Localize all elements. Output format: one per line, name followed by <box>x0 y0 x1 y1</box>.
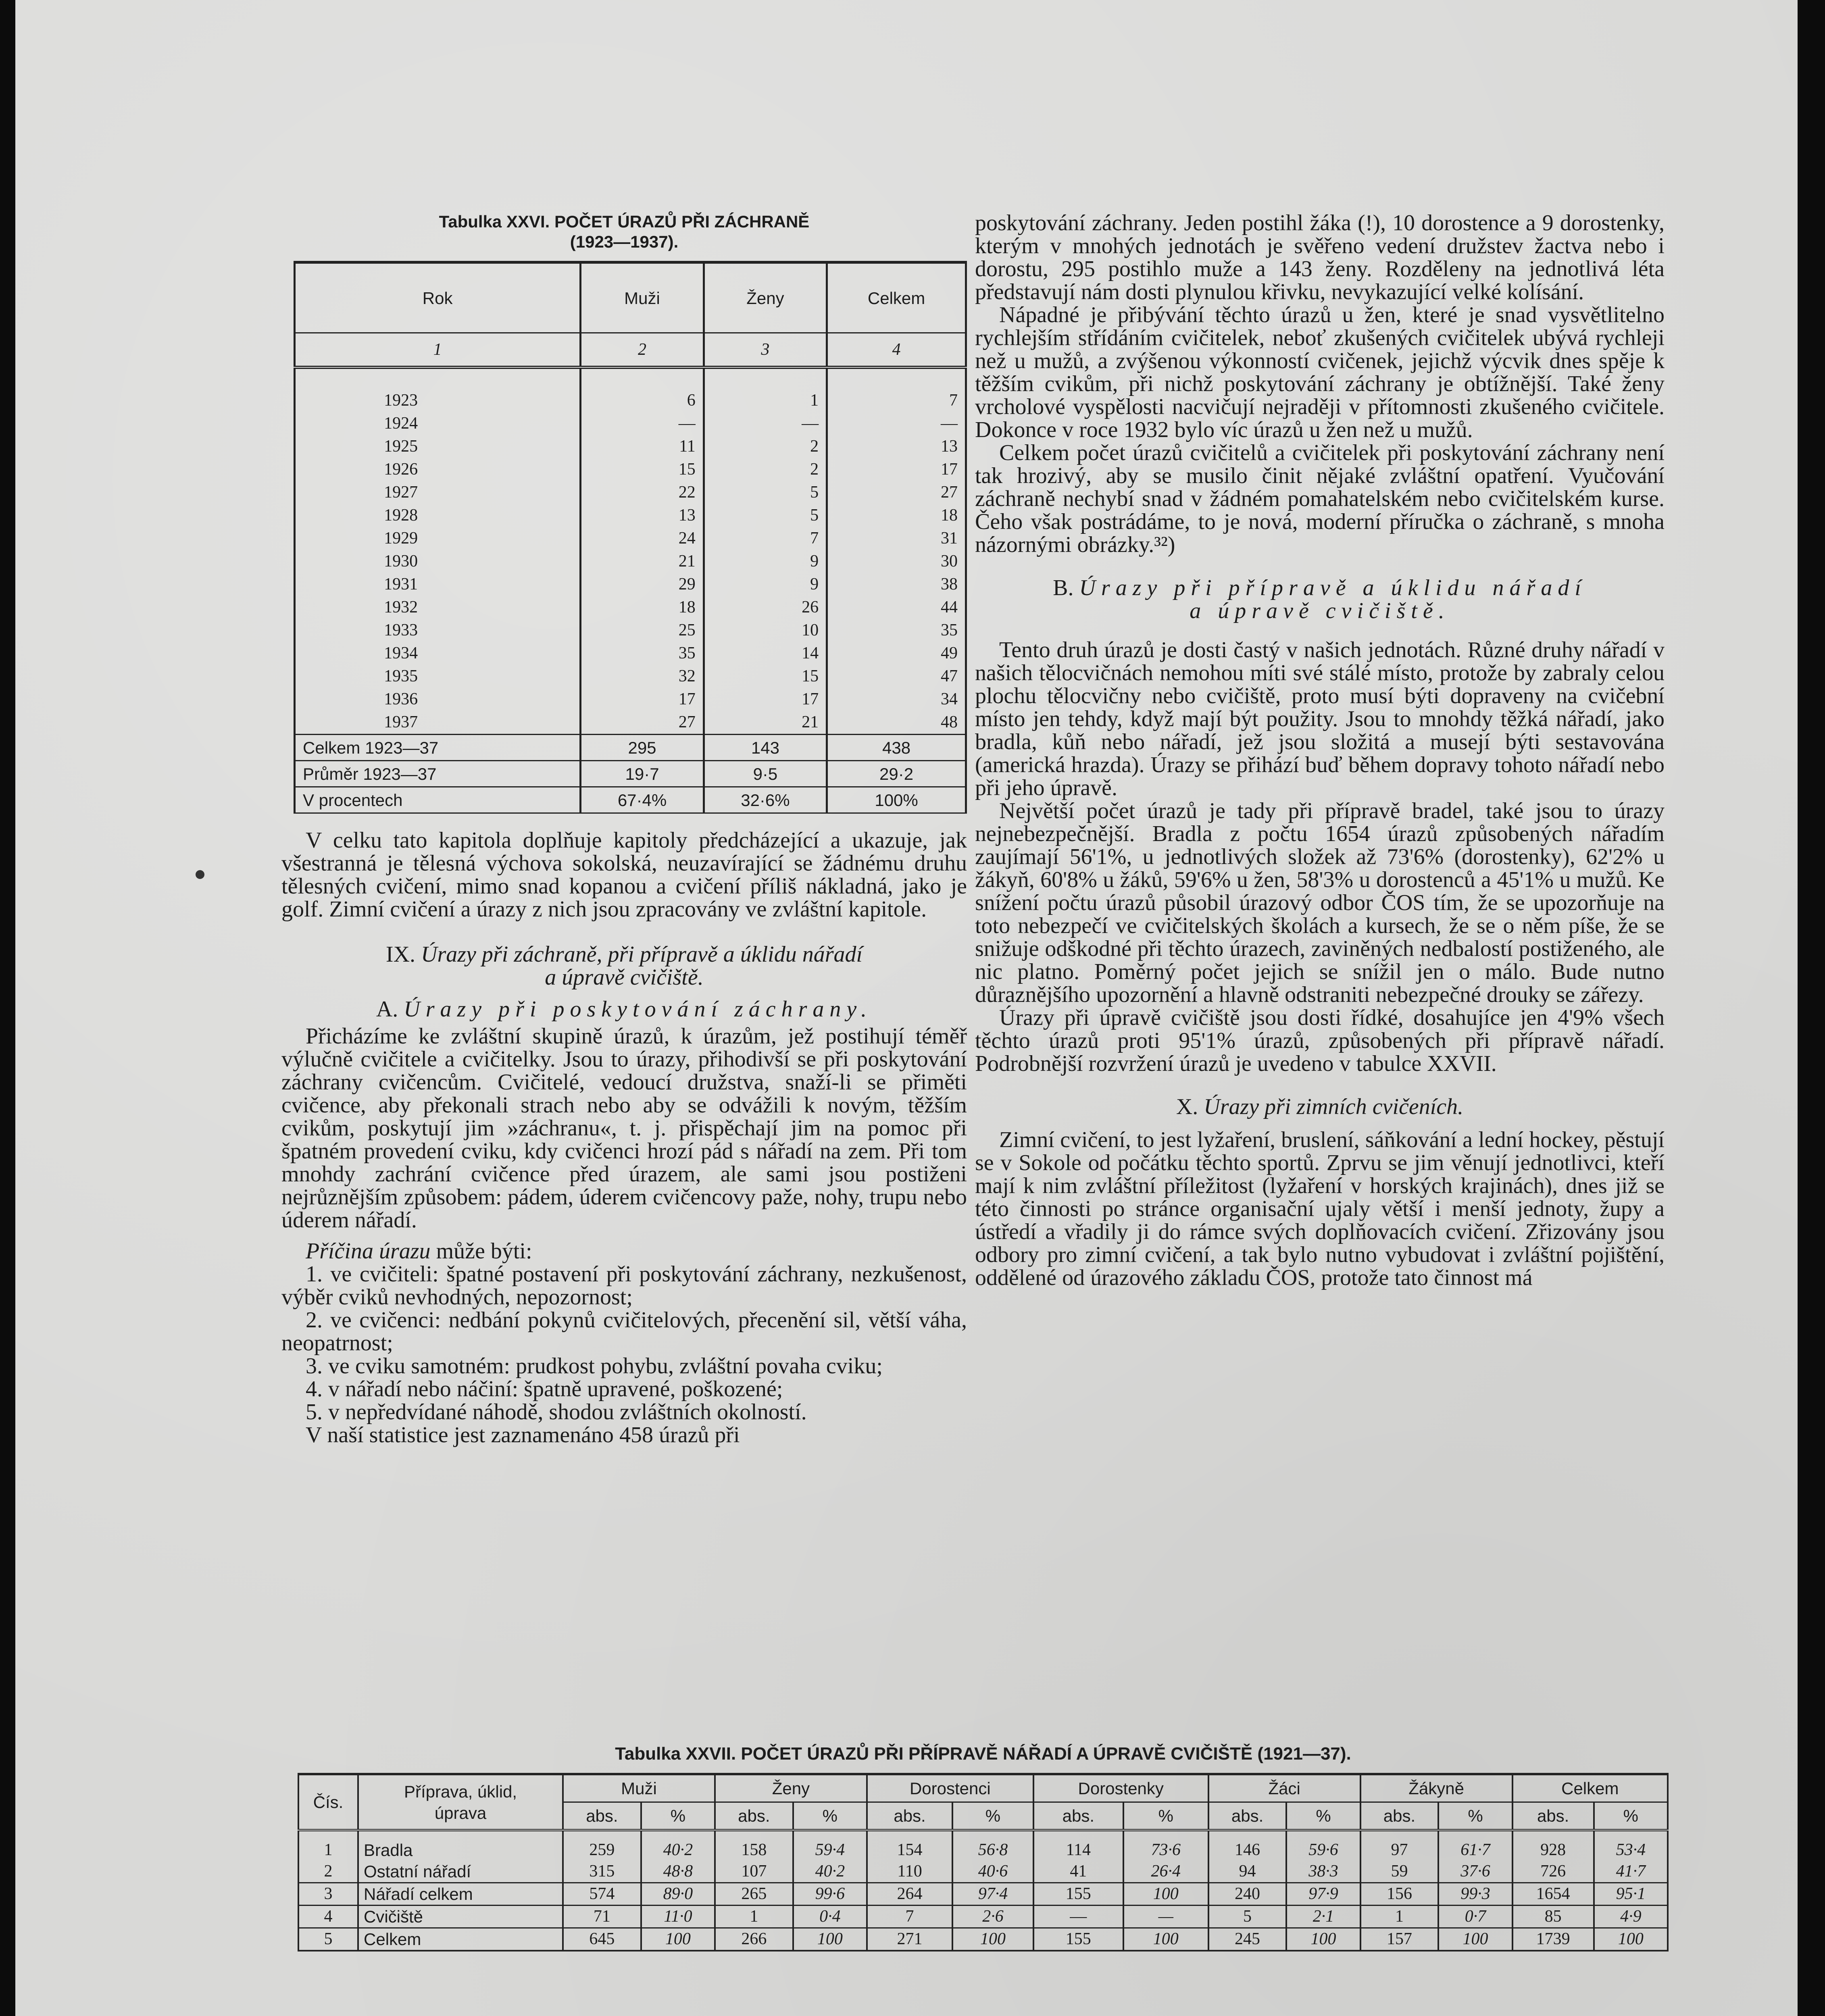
t27-subheader-pct: % <box>641 1802 715 1831</box>
t27-pct-cell: 26·4 <box>1123 1861 1208 1883</box>
t27-row <box>298 1861 1668 1883</box>
t27-pct-cell: 100 <box>1594 1928 1668 1951</box>
t26-value-cell: — <box>581 412 704 435</box>
t27-abs-cell: 315 <box>563 1861 641 1883</box>
t26-summary-row <box>295 735 966 761</box>
cause-rest: může býti: <box>430 1239 532 1264</box>
t26-year-row <box>295 711 966 735</box>
t26-value-cell: 38 <box>827 573 966 596</box>
t27-subheader-pct: % <box>1594 1802 1668 1831</box>
t26-year-cell: 1934 <box>295 642 581 665</box>
t26-value-cell: 15 <box>581 458 704 481</box>
t26-year-row <box>295 573 966 596</box>
t27-row-label: Ostatní nářadí <box>358 1861 563 1883</box>
t26-value-cell: 17 <box>704 688 827 711</box>
t26-year-row <box>295 412 966 435</box>
t27-abs-cell: 266 <box>715 1928 793 1951</box>
section-9-number: IX. <box>385 942 416 967</box>
t27-pct-cell: 97·9 <box>1286 1883 1360 1906</box>
t26-year-row <box>295 481 966 504</box>
t27-spacer-cell <box>1286 1830 1360 1839</box>
t26-value-cell: 27 <box>581 711 704 735</box>
table-26-caption-line2: (1923—1937). <box>570 232 679 251</box>
t26-value-cell: 17 <box>581 688 704 711</box>
t26-value-cell: 1 <box>704 367 827 412</box>
t26-year-row <box>295 458 966 481</box>
t26-year-row <box>295 688 966 711</box>
list-item-2: 2. ve cvičenci: nedbání pokynů cvičitelových, přecenění sil, větší váha, neopatrnost; <box>281 1308 967 1356</box>
t27-spacer-cell <box>1594 1830 1668 1839</box>
right-paragraph-5: Největší počet úrazů je tady při přípravě bradel, také jsou to úrazy nejnebezpečnější. Bradla z počtu 1654 úrazů způsobených nářadím zaujímají 56'1%, u jednotlivých složek až 73'6% (dorostenky), 62'2% u žákyň, 60'8% u žáků, 59'6% u žen, 58'3% u dorostenců a 45'1% u mužů. Ke snížení počtu úrazů působil úrazový odbor ČOS tím, že se upozorňuje na toto nebezpečí ve cvičitelských školách a kursech, že se o něm píše, že se snižuje odškodné při těchto úrazech, zaviněných nedbalostí postiženého, ale nic platno. Poměrný počet jejich se snížil jen o málo. Bude nutno důraznějšího upozornění a hlavně odstraniti nebezpečné drouky se zářezy. <box>975 798 1665 1007</box>
t26-summary-value: 19·7 <box>581 761 704 787</box>
subsection-b-heading <box>975 577 1665 623</box>
t26-value-cell: 9 <box>704 573 827 596</box>
t27-pct-cell: 59·6 <box>1286 1839 1360 1861</box>
subsection-b-title-line2: a úpravě cvičiště. <box>1190 598 1450 623</box>
section-10-title: Úrazy při zimních cvičeních. <box>1204 1094 1464 1119</box>
t27-subheader-abs: abs. <box>1033 1802 1123 1831</box>
t26-year-row <box>295 367 966 412</box>
t27-abs-cell: 271 <box>867 1928 952 1951</box>
t27-row <box>298 1883 1668 1906</box>
right-paragraph-7: Zimní cvičení, to jest lyžaření, bruslení, sáňkování a lední hockey, pěstují se v Sokole od počátku těchto sportů. Zprvu se jim věnují jednotlivci, kteří mají k nim zvláštní příležitost (lyžaření v horských krajinách), dnes již se této činnosti po stránce organisační ujaly větší i menší jednoty, župy a ústředí a vřadily ji do rámce svých doplňovacích cvičení. Zřizovány jsou odbory pro zimní cvičení, a tak bylo nutno vybudovat i zvláštní pojištění, oddělené od úrazového základu ČOS, protože tato činnost má <box>975 1127 1665 1290</box>
t27-pct-cell: 100 <box>1286 1928 1360 1951</box>
t26-summary-value: 67·4% <box>581 787 704 813</box>
t27-pct-cell: 100 <box>1438 1928 1512 1951</box>
t27-pct-cell: 2·6 <box>952 1906 1033 1928</box>
t27-abs-cell: 146 <box>1208 1839 1287 1861</box>
t27-pct-cell: 2·1 <box>1286 1906 1360 1928</box>
t26-summary-row <box>295 761 966 787</box>
t27-pct-cell: 95·1 <box>1594 1883 1668 1906</box>
t26-value-cell: 2 <box>704 435 827 458</box>
table-26-caption <box>281 212 967 252</box>
t27-abs-cell: 1 <box>1360 1906 1439 1928</box>
right-paragraph-1: poskytování záchrany. Jeden postihl žáka (!), 10 dorostence a 9 dorostenky, kterým v mnohých jednotách je svěřeno vedení družstev žactva nebo i dorostu, 295 postihlo muže a 143 ženy. Rozděleny na jednotlivá léta představují nám dosti plynulou křivku, nevykazující velké kolísání. <box>975 210 1665 304</box>
subsection-a-letter: A. <box>376 997 398 1022</box>
t27-spacer-cell <box>952 1830 1033 1839</box>
t26-year-row <box>295 596 966 619</box>
t27-pct-cell: 40·2 <box>641 1839 715 1861</box>
t27-abs-cell: 158 <box>715 1839 793 1861</box>
t27-subheader-pct: % <box>793 1802 867 1831</box>
section-9-heading <box>281 943 967 989</box>
t26-value-cell: 17 <box>827 458 966 481</box>
t27-subheader-pct: % <box>1123 1802 1208 1831</box>
subsection-b-title-line1: Úrazy při přípravě a úklidu nářadí <box>1079 575 1587 600</box>
t27-pct-cell: 100 <box>1123 1928 1208 1951</box>
t27-group-header: Celkem <box>1512 1774 1668 1802</box>
t27-pct-cell: 99·6 <box>793 1883 867 1906</box>
t26-year-cell: 1927 <box>295 481 581 504</box>
t26-year-cell: 1926 <box>295 458 581 481</box>
t26-value-cell: 44 <box>827 596 966 619</box>
right-paragraph-6: Úrazy při úpravě cvičiště jsou dosti řídké, dosahujíce jen 4'9% všech těchto úrazů proti 95'1% úrazů, způsobených při přípravě nářadí. Podrobnější rozvržení úrazů je uvedeno v tabulce XXVII. <box>975 1005 1665 1076</box>
t26-value-cell: 27 <box>827 481 966 504</box>
t27-spacer-cell <box>1512 1830 1594 1839</box>
t27-row-number: 3 <box>298 1883 358 1906</box>
list-item-4: 4. v nářadí nebo náčiní: špatně upravené, poškozené; <box>306 1377 783 1402</box>
t27-row-number: 2 <box>298 1861 358 1883</box>
t27-abs-cell: 5 <box>1208 1906 1287 1928</box>
t27-abs-cell: 71 <box>563 1906 641 1928</box>
t26-colnum: 4 <box>827 333 966 368</box>
t27-group-header: Žáci <box>1208 1774 1360 1802</box>
table-26 <box>294 261 967 814</box>
t26-year-row <box>295 550 966 573</box>
t27-spacer-cell <box>1033 1830 1123 1839</box>
t26-value-cell: 24 <box>581 527 704 550</box>
t26-colnum: 3 <box>704 333 827 368</box>
t26-value-cell: 13 <box>581 504 704 527</box>
t26-value-cell: 48 <box>827 711 966 735</box>
t27-pct-cell: 53·4 <box>1594 1839 1668 1861</box>
t27-pct-cell: 0·7 <box>1438 1906 1512 1928</box>
margin-mark <box>196 870 204 879</box>
t27-abs-cell: 97 <box>1360 1839 1439 1861</box>
t27-abs-cell: 574 <box>563 1883 641 1906</box>
right-paragraph-2: Nápadné je přibývání těchto úrazů u žen, které je snad vysvětlitelno rychlejším střídáním cvičitelek, neboť zkušených cvičitelek ubývá rychleji než u mužů, a zvýšenou výkonností cvičenek, jejichž výcvik dnes spěje k těžším cvikům, při nichž poskytování záchrany je obtížnější. Také ženy vrcholové vyspělosti nacvičují nejraději v přítomnosti zkušeného cvičitele. Dokonce v roce 1932 bylo víc úrazů u žen než u mužů. <box>975 302 1665 442</box>
t27-pct-cell: 48·8 <box>641 1861 715 1883</box>
right-paragraph-3: Celkem počet úrazů cvičitelů a cvičitelek při poskytování záchrany není tak hrozivý, aby se musilo činit nějaké zvláštní opatření. Vyučování záchraně nechybí snad v žádném pomahatelském nebo cvičitelském kurse. Čeho však postrádáme, to je nová, moderní příručka o záchraně, s mnoha názornými obrázky.³²) <box>975 440 1665 557</box>
section-9-title-line2: a úpravě cvičiště. <box>545 965 704 990</box>
table-26-caption-line1: Tabulka XXVI. POČET ÚRAZŮ PŘI ZÁCHRANĚ <box>439 212 810 231</box>
t26-value-cell: 7 <box>827 367 966 412</box>
t26-value-cell: 13 <box>827 435 966 458</box>
t26-year-cell: 1936 <box>295 688 581 711</box>
t27-pct-cell: 37·6 <box>1438 1861 1512 1883</box>
t26-year-row <box>295 619 966 642</box>
t27-spacer-cell <box>1360 1830 1439 1839</box>
t27-row <box>298 1906 1668 1928</box>
right-column <box>975 212 1665 1289</box>
t27-group-header: Dorostenci <box>867 1774 1033 1802</box>
table-27 <box>298 1773 1669 1951</box>
t26-year-cell: 1937 <box>295 711 581 735</box>
t26-summary-label: V procentech <box>295 787 581 813</box>
t26-year-cell: 1932 <box>295 596 581 619</box>
t26-value-cell: 14 <box>704 642 827 665</box>
t26-value-cell: 22 <box>581 481 704 504</box>
t27-abs-cell: 928 <box>1512 1839 1594 1861</box>
t27-row-number: 4 <box>298 1906 358 1928</box>
t26-value-cell: 26 <box>704 596 827 619</box>
t27-abs-cell: 7 <box>867 1906 952 1928</box>
t27-row-label: Nářadí celkem <box>358 1883 563 1906</box>
t26-value-cell: 6 <box>581 367 704 412</box>
t27-abs-cell: 726 <box>1512 1861 1594 1883</box>
t27-abs-cell: 265 <box>715 1883 793 1906</box>
t27-abs-cell: 155 <box>1033 1883 1123 1906</box>
table-27-block <box>298 1744 1669 1951</box>
cause-lead: Příčina úrazu <box>306 1239 431 1264</box>
t27-abs-cell: 110 <box>867 1861 952 1883</box>
t26-value-cell: 10 <box>704 619 827 642</box>
t27-subheader-abs: abs. <box>1360 1802 1439 1831</box>
t26-summary-value: 295 <box>581 735 704 761</box>
t27-row-label: Cvičiště <box>358 1906 563 1928</box>
t27-pct-cell: 99·3 <box>1438 1883 1512 1906</box>
t26-value-cell: 35 <box>581 642 704 665</box>
left-paragraph-3 <box>281 1240 967 1263</box>
t27-pct-cell: 56·8 <box>952 1839 1033 1861</box>
t27-abs-cell: — <box>1033 1906 1123 1928</box>
t26-summary-value: 9·5 <box>704 761 827 787</box>
t26-year-cell: 1929 <box>295 527 581 550</box>
list-item-1: 1. ve cvičiteli: špatné postavení při poskytování záchrany, nezkušenost, výběr cviků nevhodných, nepozornost; <box>281 1262 967 1310</box>
t26-value-cell: 21 <box>581 550 704 573</box>
t27-row-label: Celkem <box>358 1928 563 1951</box>
list-item-5: 5. v nepředvídané náhodě, shodou zvláštních okolností. <box>306 1400 807 1425</box>
t27-abs-cell: 1 <box>715 1906 793 1928</box>
t27-row-label: Bradla <box>358 1839 563 1861</box>
t26-year-cell: 1930 <box>295 550 581 573</box>
t27-subheader-abs: abs. <box>1512 1802 1594 1831</box>
t27-subheader-pct: % <box>952 1802 1033 1831</box>
t26-header-celkem: Celkem <box>827 262 966 333</box>
t26-summary-value: 143 <box>704 735 827 761</box>
t27-header-cis: Čís. <box>298 1774 358 1830</box>
t27-pct-cell: — <box>1123 1906 1208 1928</box>
t26-value-cell: 30 <box>827 550 966 573</box>
t26-value-cell: 49 <box>827 642 966 665</box>
t27-pct-cell: 100 <box>952 1928 1033 1951</box>
t27-pct-cell: 100 <box>641 1928 715 1951</box>
t27-spacer-cell <box>298 1830 358 1839</box>
t27-abs-cell: 157 <box>1360 1928 1439 1951</box>
t27-group-header: Muži <box>563 1774 715 1802</box>
t27-abs-cell: 59 <box>1360 1861 1439 1883</box>
t27-pct-cell: 41·7 <box>1594 1861 1668 1883</box>
t27-abs-cell: 245 <box>1208 1928 1287 1951</box>
t26-year-cell: 1935 <box>295 665 581 688</box>
t26-body <box>295 367 966 813</box>
t27-pct-cell: 38·3 <box>1286 1861 1360 1883</box>
t27-spacer-cell <box>1123 1830 1208 1839</box>
left-paragraph-2: Přicházíme ke zvláštní skupině úrazů, k úrazům, jež postihují téměř výlučně cvičitele a cvičitelky. Jsou to úrazy, přihodivší se při poskytování záchrany cvičencům. Cvičitelé, vedoucí družstva, snaží-li se přiměti cvičence, aby překonali strach nebo aby se odvážili k novým, těžším cvikům, poskytují jim »záchranu«, t. j. přispěchají jim na pomoc při špatném provedení cviku, kdy cvičenci hrozí pád s nářadí na zem. Při tom mnohdy zachrání cvičence před úrazem, ale sami jsou postiženi nejrůznějším způsobem: pádem, úderem cvičencovy paže, nohy, trupu nebo úderem nářadí. <box>281 1024 967 1233</box>
section-9-title-line1: Úrazy při záchraně, při přípravě a úklidu nářadí <box>421 942 863 967</box>
t26-year-cell: 1933 <box>295 619 581 642</box>
t27-pct-cell: 100 <box>1123 1883 1208 1906</box>
t26-value-cell: 18 <box>581 596 704 619</box>
t26-summary-row <box>295 787 966 813</box>
t27-header-preparation <box>358 1774 563 1830</box>
t27-abs-cell: 240 <box>1208 1883 1287 1906</box>
document-page <box>15 0 1798 2016</box>
t26-value-cell: 35 <box>827 619 966 642</box>
t27-group-header: Ženy <box>715 1774 867 1802</box>
section-10-heading <box>975 1095 1665 1118</box>
t27-spacer-row <box>298 1830 1668 1839</box>
t27-pct-cell: 0·4 <box>793 1906 867 1928</box>
t26-year-cell: 1928 <box>295 504 581 527</box>
subsection-b-letter: B. <box>1053 575 1074 600</box>
t26-header-muzi: Muži <box>581 262 704 333</box>
t26-colnum: 2 <box>581 333 704 368</box>
right-paragraph-4: Tento druh úrazů je dosti častý v našich jednotách. Různé druhy nářadí v našich tělocvičnách nemohou míti své stálé místo, protože by zabraly celou plochu tělocvičny nebo cvičiště, proto musí býti dopraveny na cvičební místo jen tehdy, když mají být použity. Jsou to mnohdy těžká nářadí, jako bradla, kůň nebo nářadí, jež jsou složitá a musejí býti sestavována (americká hrazda). Úrazy se přihází buď během dopravy tohoto nářadí nebo při jeho úpravě. <box>975 637 1665 800</box>
t27-pct-cell: 61·7 <box>1438 1839 1512 1861</box>
t26-year-row <box>295 435 966 458</box>
t27-spacer-cell <box>641 1830 715 1839</box>
t27-abs-cell: 114 <box>1033 1839 1123 1861</box>
t26-colnum: 1 <box>295 333 581 368</box>
t27-abs-cell: 156 <box>1360 1883 1439 1906</box>
t27-abs-cell: 94 <box>1208 1861 1287 1883</box>
t27-subheader-pct: % <box>1286 1802 1360 1831</box>
t27-subheader-pct: % <box>1438 1802 1512 1831</box>
t26-summary-value: 438 <box>827 735 966 761</box>
t26-value-cell: 18 <box>827 504 966 527</box>
t26-summary-label: Průměr 1923—37 <box>295 761 581 787</box>
t27-abs-cell: 264 <box>867 1883 952 1906</box>
t27-abs-cell: 1654 <box>1512 1883 1594 1906</box>
left-paragraph-1: V celku tato kapitola doplňuje kapitoly předcházející a ukazuje, jak všestranná je tělesná výchova sokolská, neuzavírající se žádnému druhu tělesných cvičení, mimo snad kopanou a cvičení příliš nákladná, jako je golf. Zimní cvičení a úrazy z nich jsou zpracovány ve zvláštní kapitole. <box>281 828 967 922</box>
table-27-caption: Tabulka XXVII. POČET ÚRAZŮ PŘI PŘÍPRAVĚ NÁŘADÍ A ÚPRAVĚ CVIČIŠTĚ (1921—37). <box>615 1744 1351 1764</box>
t27-spacer-cell <box>867 1830 952 1839</box>
t26-value-cell: — <box>704 412 827 435</box>
t27-spacer-cell <box>563 1830 641 1839</box>
t26-value-cell: 9 <box>704 550 827 573</box>
left-paragraph-4: V naší statistice jest zaznamenáno 458 úrazů při <box>306 1422 740 1447</box>
t27-pct-cell: 4·9 <box>1594 1906 1668 1928</box>
t27-header-prep-line2: úprava <box>434 1803 487 1822</box>
t27-subheader-abs: abs. <box>1208 1802 1287 1831</box>
t27-pct-cell: 97·4 <box>952 1883 1033 1906</box>
t27-pct-cell: 11·0 <box>641 1906 715 1928</box>
t27-subheader-abs: abs. <box>563 1802 641 1831</box>
t26-summary-value: 100% <box>827 787 966 813</box>
t26-header-rok: Rok <box>295 262 581 333</box>
t27-row-number: 1 <box>298 1839 358 1861</box>
t27-spacer-cell <box>1208 1830 1287 1839</box>
t26-year-row <box>295 665 966 688</box>
t26-value-cell: 2 <box>704 458 827 481</box>
t27-row <box>298 1839 1668 1861</box>
list-item-3: 3. ve cviku samotném: prudkost pohybu, zvláštní povaha cviku; <box>306 1354 883 1379</box>
t27-row-number: 5 <box>298 1928 358 1951</box>
subsection-a-title: Úrazy při poskytování záchrany. <box>404 997 873 1022</box>
t26-summary-label: Celkem 1923—37 <box>295 735 581 761</box>
t26-year-cell: 1923 <box>295 367 581 412</box>
section-10-number: X. <box>1176 1094 1198 1119</box>
t27-pct-cell: 100 <box>793 1928 867 1951</box>
t27-subheader-abs: abs. <box>867 1802 952 1831</box>
t26-value-cell: 5 <box>704 504 827 527</box>
t27-abs-cell: 41 <box>1033 1861 1123 1883</box>
t27-spacer-cell <box>793 1830 867 1839</box>
t26-header-zeny: Ženy <box>704 262 827 333</box>
t27-abs-cell: 259 <box>563 1839 641 1861</box>
t27-pct-cell: 40·2 <box>793 1861 867 1883</box>
t27-pct-cell: 59·4 <box>793 1839 867 1861</box>
t27-row <box>298 1928 1668 1951</box>
t26-summary-value: 32·6% <box>704 787 827 813</box>
t27-header-prep-line1: Příprava, úklid, <box>404 1782 517 1801</box>
t27-abs-cell: 645 <box>563 1928 641 1951</box>
t27-group-header: Dorostenky <box>1033 1774 1208 1802</box>
left-column <box>281 212 967 1447</box>
t27-body <box>298 1830 1668 1951</box>
t26-summary-value: 29·2 <box>827 761 966 787</box>
t26-year-row <box>295 504 966 527</box>
t27-abs-cell: 1739 <box>1512 1928 1594 1951</box>
t27-spacer-cell <box>358 1830 563 1839</box>
t26-value-cell: 29 <box>581 573 704 596</box>
t26-value-cell: 25 <box>581 619 704 642</box>
t27-spacer-cell <box>715 1830 793 1839</box>
t27-abs-cell: 85 <box>1512 1906 1594 1928</box>
t26-value-cell: — <box>827 412 966 435</box>
t26-value-cell: 34 <box>827 688 966 711</box>
t27-subheader-abs: abs. <box>715 1802 793 1831</box>
t27-abs-cell: 107 <box>715 1861 793 1883</box>
t27-abs-cell: 155 <box>1033 1928 1123 1951</box>
t26-year-row <box>295 527 966 550</box>
t26-value-cell: 21 <box>704 711 827 735</box>
t26-value-cell: 31 <box>827 527 966 550</box>
t26-year-row <box>295 642 966 665</box>
subsection-a-heading <box>281 998 967 1021</box>
t26-value-cell: 5 <box>704 481 827 504</box>
t26-year-cell: 1925 <box>295 435 581 458</box>
t26-value-cell: 32 <box>581 665 704 688</box>
t26-value-cell: 15 <box>704 665 827 688</box>
t26-value-cell: 11 <box>581 435 704 458</box>
t26-year-cell: 1924 <box>295 412 581 435</box>
t26-value-cell: 47 <box>827 665 966 688</box>
t26-value-cell: 7 <box>704 527 827 550</box>
t27-pct-cell: 73·6 <box>1123 1839 1208 1861</box>
t27-pct-cell: 40·6 <box>952 1861 1033 1883</box>
t27-spacer-cell <box>1438 1830 1512 1839</box>
t27-group-header: Žákyně <box>1360 1774 1512 1802</box>
t27-abs-cell: 154 <box>867 1839 952 1861</box>
t27-pct-cell: 89·0 <box>641 1883 715 1906</box>
t26-year-cell: 1931 <box>295 573 581 596</box>
